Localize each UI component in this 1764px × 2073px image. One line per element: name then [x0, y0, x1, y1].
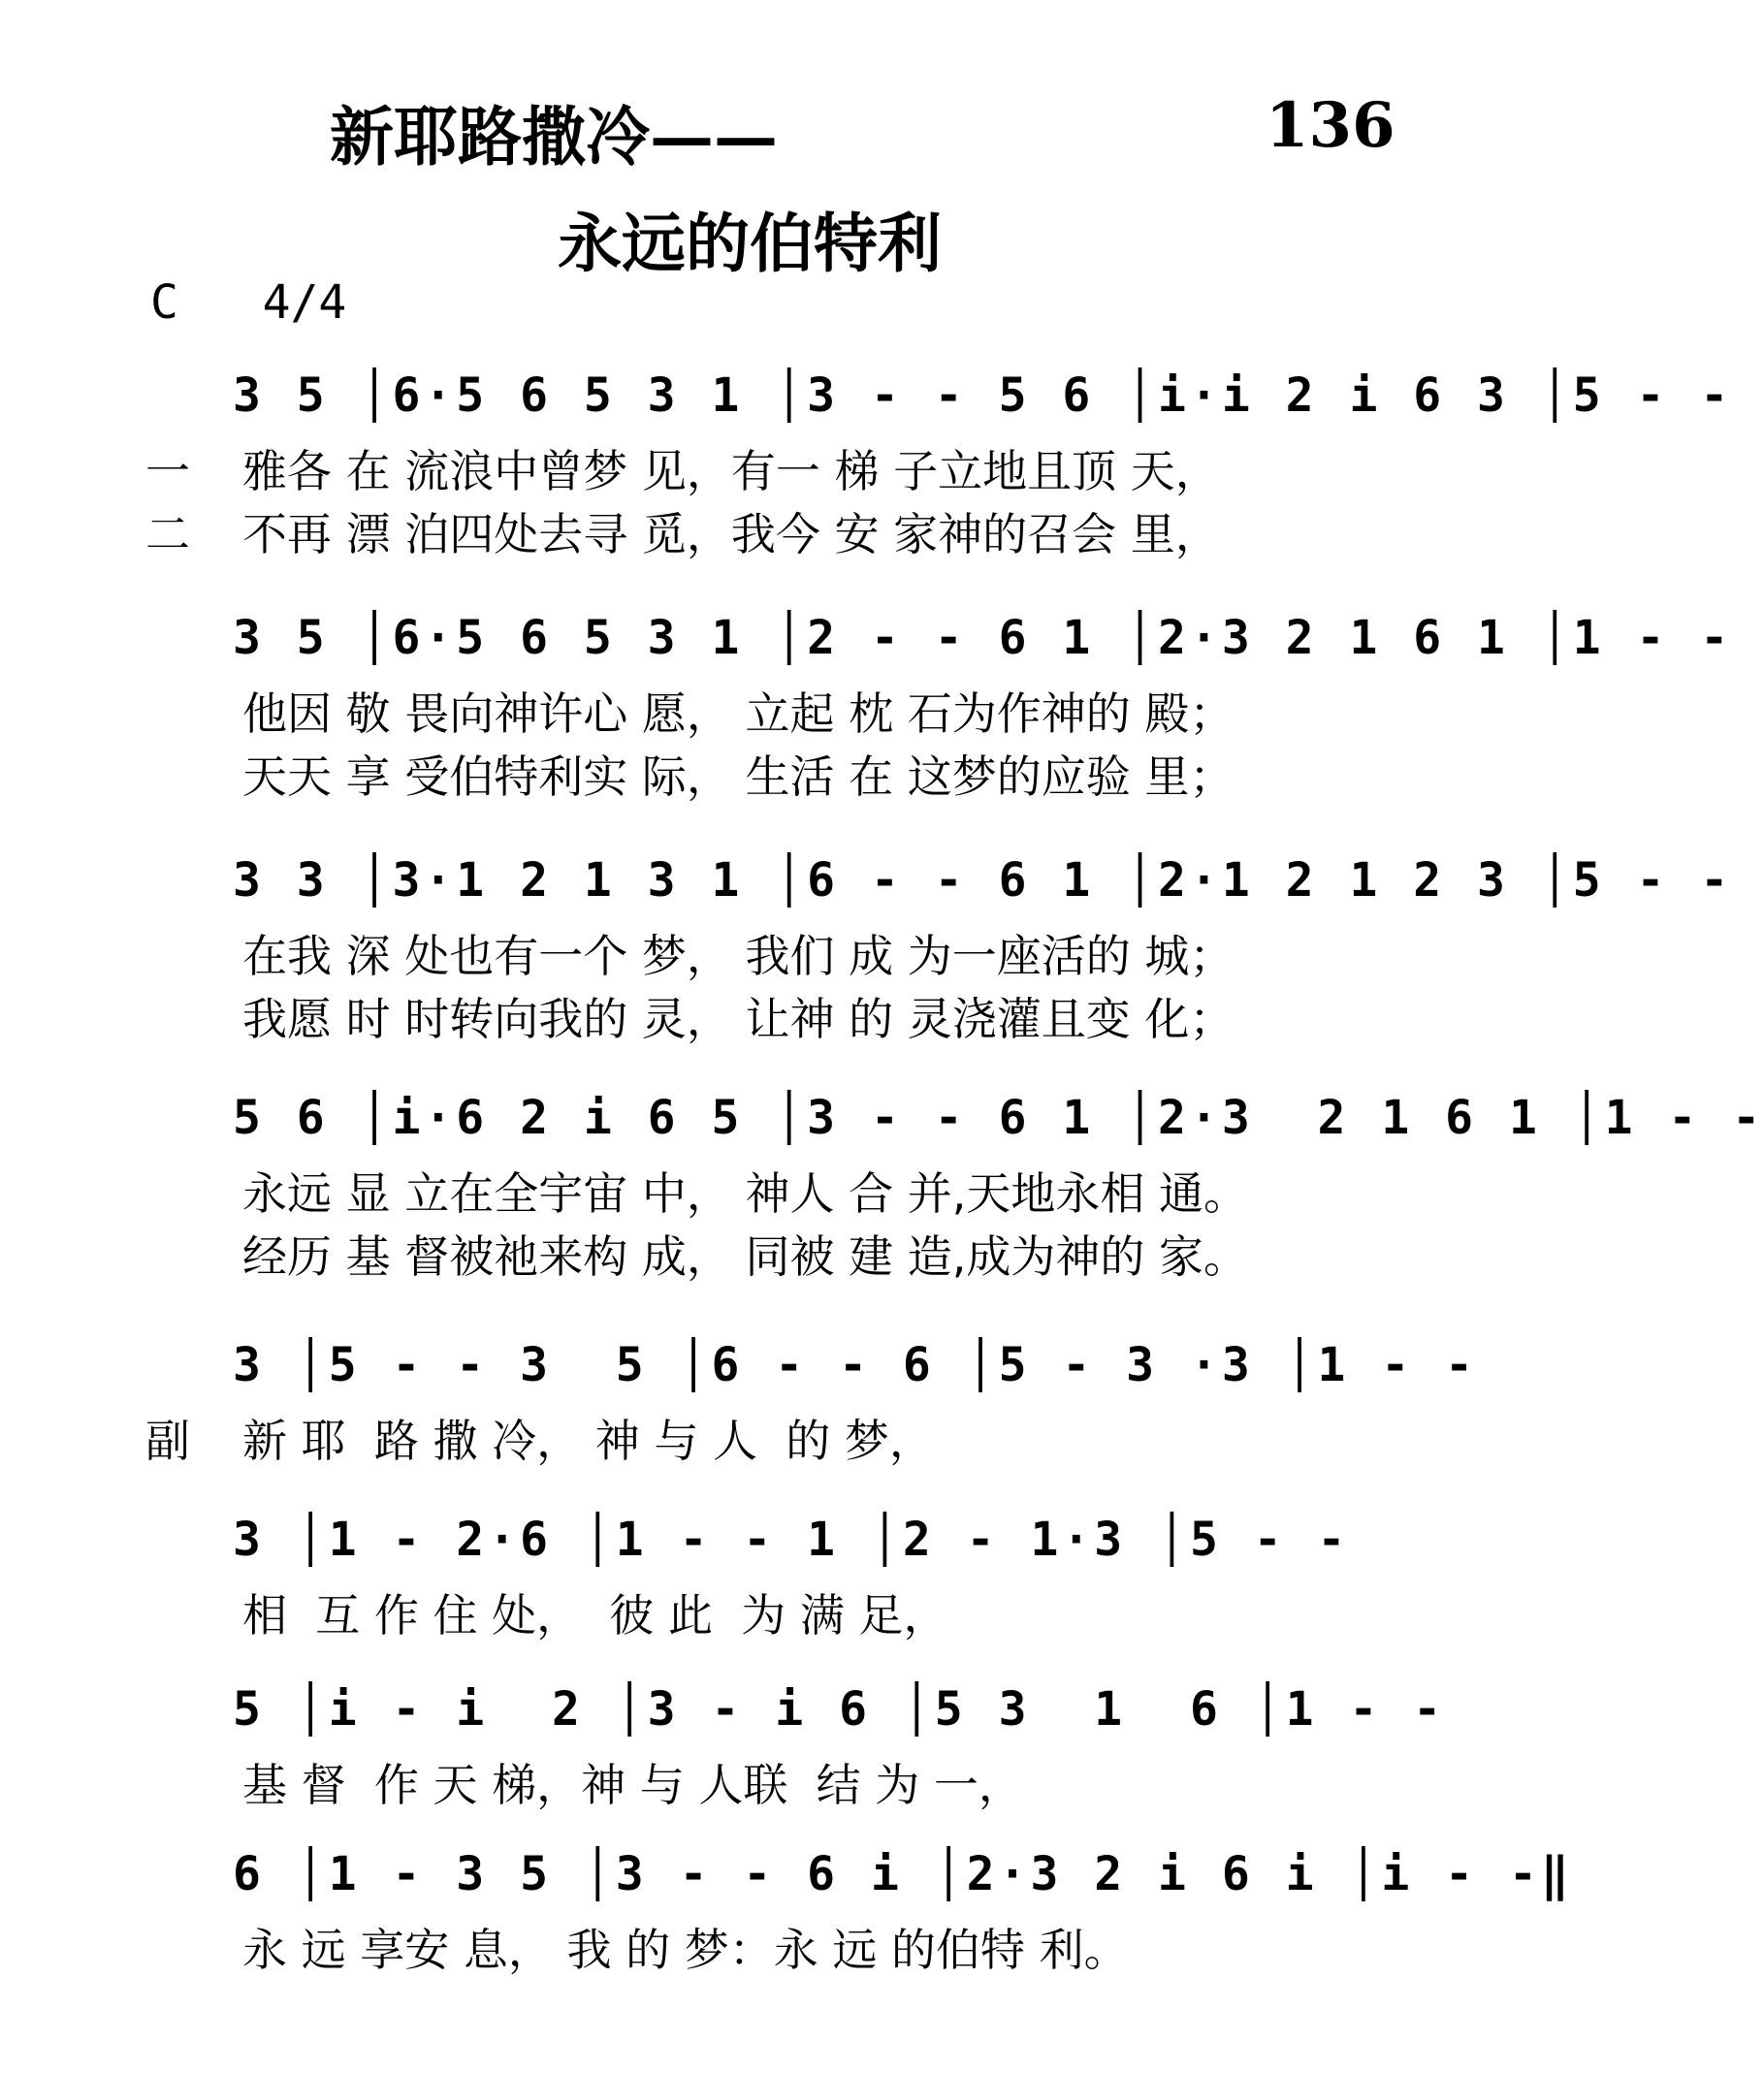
lyric-line: [145, 1915, 1129, 1979]
lyric-text: 永 远 享安 息， 我 的 梦：永 远 的伯特 利。: [242, 1924, 1129, 1976]
lyric-text: 永远 显 立在全宇宙 中， 神人 合 并,天地永相 通。: [242, 1167, 1248, 1220]
notation-line: 3 5 │6·5 6 5 3 1 │3 - - 5 6 │i·i 2 i 6 3 │5 - -: [233, 368, 1733, 423]
notation-line: 6 │1 - 3 5 │3 - - 6 i │2·3 2 i 6 i │i - -‖: [233, 1847, 1573, 1901]
lyric-text: 基 督 作 天 梯，神 与 人联 结 为 一，: [242, 1759, 1023, 1811]
lyric-line: [145, 1159, 1248, 1223]
lyric-text: 经历 基 督被祂来构 成， 同被 建 造,成为神的 家。: [242, 1230, 1248, 1283]
lyric-text: 不再 漂 泊四处去寻 觅，我今 安 家神的召会 里，: [242, 508, 1220, 560]
lyric-text: 新 耶 路 撒 冷， 神 与 人 的 梦，: [242, 1415, 934, 1467]
lyric-line: [145, 1750, 1023, 1814]
lyric-text: 天天 享 受伯特利实 际， 生活 在 这梦的应验 里；: [242, 750, 1235, 803]
lyric-line: [145, 921, 1234, 985]
lyric-text: 他因 敬 畏向神许心 愿， 立起 枕 石为作神的 殿；: [242, 687, 1235, 740]
notation-line: 5 6 │i·6 2 i 6 5 │3 - - 6 1 │2·3 2 1 6 1 │1 - -: [233, 1091, 1764, 1145]
lyric-line: [145, 436, 1220, 500]
verse-number: 二: [145, 508, 190, 560]
verse-number: 一: [145, 445, 190, 497]
lyric-text: 在我 深 处也有一个 梦， 我们 成 为一座活的 城；: [242, 930, 1235, 982]
lyric-line: [145, 679, 1234, 743]
lyric-text: 我愿 时 时转向我的 灵， 让神 的 灵浇灌且变 化；: [242, 993, 1235, 1045]
notation-line: 3 3 │3·1 2 1 3 1 │6 - - 6 1 │2·1 2 1 2 3 │5 - -: [233, 853, 1733, 908]
lyric-text: 雅各 在 流浪中曾梦 见，有一 梯 子立地且顶 天，: [242, 445, 1220, 497]
notation-line: 3 │1 - 2·6 │1 - - 1 │2 - 1·3 │5 - -: [233, 1513, 1350, 1567]
hymn-number: 136: [1266, 89, 1395, 162]
lyric-text: 相 互 作 住 处， 彼 此 为 满 足，: [242, 1589, 948, 1642]
notation-line: 3 │5 - - 3 5 │6 - - 6 │5 - 3 ·3 │1 - -: [233, 1338, 1478, 1392]
song-subtitle: 永远的伯特利: [558, 206, 942, 281]
notation-line: 5 │i - i 2 │3 - i 6 │5 3 1 6 │1 - -: [233, 1682, 1446, 1737]
lyric-line: [145, 984, 1234, 1048]
lyric-line: [145, 1222, 1248, 1286]
lyric-line: [145, 1406, 934, 1470]
notation-line: 3 5 │6·5 6 5 3 1 │2 - - 6 1 │2·3 2 1 6 1 │1 - -: [233, 611, 1733, 665]
lyric-line: [145, 742, 1234, 806]
key-signature: C 4/4: [150, 275, 347, 330]
song-title: 新耶路撒冷——: [330, 99, 778, 175]
lyric-line: [145, 1580, 947, 1644]
verse-number: 副: [145, 1415, 190, 1467]
lyric-line: [145, 499, 1220, 563]
